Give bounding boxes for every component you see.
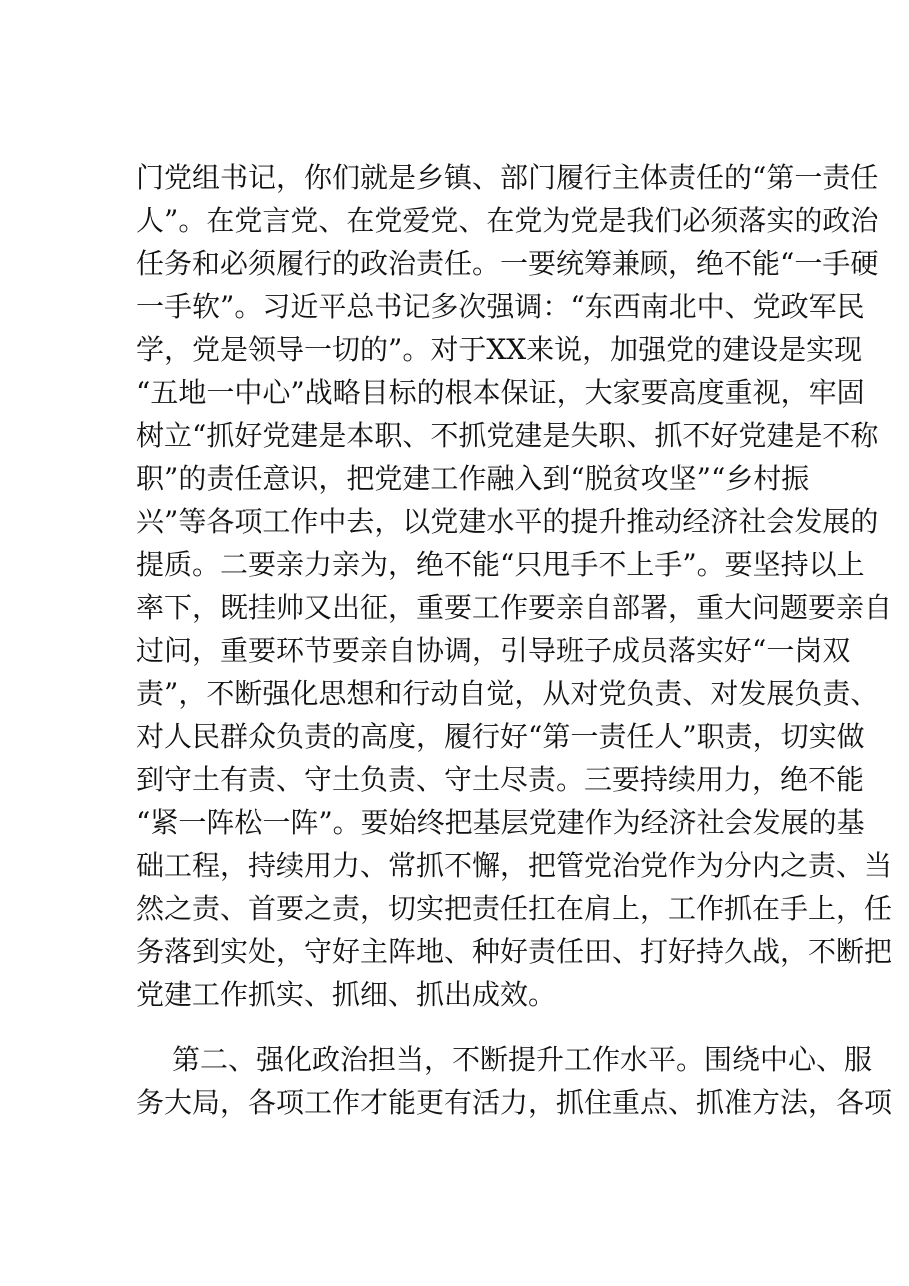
paragraph-1-line-4: 一手软”。习近平总书记多次强调：“东西南北中、党政军民	[136, 290, 865, 323]
paragraph-1-line-14: 对人民群众负责的高度，履行好“第一责任人”职责，切实做	[136, 720, 865, 753]
paragraph-1-line-1: 门党组书记，你们就是乡镇、部门履行主体责任的“第一责任	[136, 161, 879, 194]
paragraph-2-line-2: 务大局，各项工作才能更有活力，抓住重点、抓准方法，各项	[136, 1086, 893, 1119]
paragraph-1-line-9: 兴”等各项工作中去，以党建水平的提升推动经济社会发展的	[136, 505, 879, 538]
paragraph-1-line-12: 过问，重要环节要亲自协调，引导班子成员落实好“一岗双	[136, 634, 851, 667]
paragraph-1-line-5: 学，党是领导一切的”。对于XX来说，加强党的建设是实现	[136, 333, 863, 366]
paragraph-2-line-1: 第二、强化政治担当，不断提升工作水平。围绕中心、服	[172, 1043, 873, 1076]
paragraph-1-line-3: 任务和必须履行的政治责任。一要统筹兼顾，绝不能“一手硬	[136, 247, 879, 280]
paragraph-1-line-15: 到守土有责、守土负责、守土尽责。三要持续用力，绝不能	[136, 763, 865, 796]
paragraph-1-line-17: 础工程，持续用力、常抓不懈，把管党治党作为分内之责、当	[136, 849, 893, 882]
paragraph-1-line-19: 务落到实处，守好主阵地、种好责任田、打好持久战，不断把	[136, 935, 893, 968]
paragraph-1-line-16: “紧一阵松一阵”。要始终把基层党建作为经济社会发展的基	[136, 806, 865, 839]
paragraph-1-line-11: 率下，既挂帅又出征，重要工作要亲自部署，重大问题要亲自	[136, 591, 893, 624]
paragraph-1-line-8: 职”的责任意识，把党建工作融入到“脱贫攻坚”“乡村振	[136, 462, 810, 495]
paragraph-1-line-10: 提质。二要亲力亲为，绝不能“只甩手不上手”。要坚持以上	[136, 548, 865, 581]
paragraph-1-line-20: 党建工作抓实、抓细、抓出成效。	[136, 978, 557, 1011]
paragraph-1-line-2: 人”。在党言党、在党爱党、在党为党是我们必须落实的政治	[136, 204, 879, 237]
paragraph-1-line-6: “五地一中心”战略目标的根本保证，大家要高度重视，牢固	[136, 376, 865, 409]
paragraph-1-line-7: 树立“抓好党建是本职、不抓党建是失职、抓不好党建是不称	[136, 419, 879, 452]
paragraph-1-line-13: 责”，不断强化思想和行动自觉，从对党负责、对发展负责、	[136, 677, 879, 710]
paragraph-1-line-18: 然之责、首要之责，切实把责任扛在肩上，工作抓在手上，任	[136, 892, 893, 925]
